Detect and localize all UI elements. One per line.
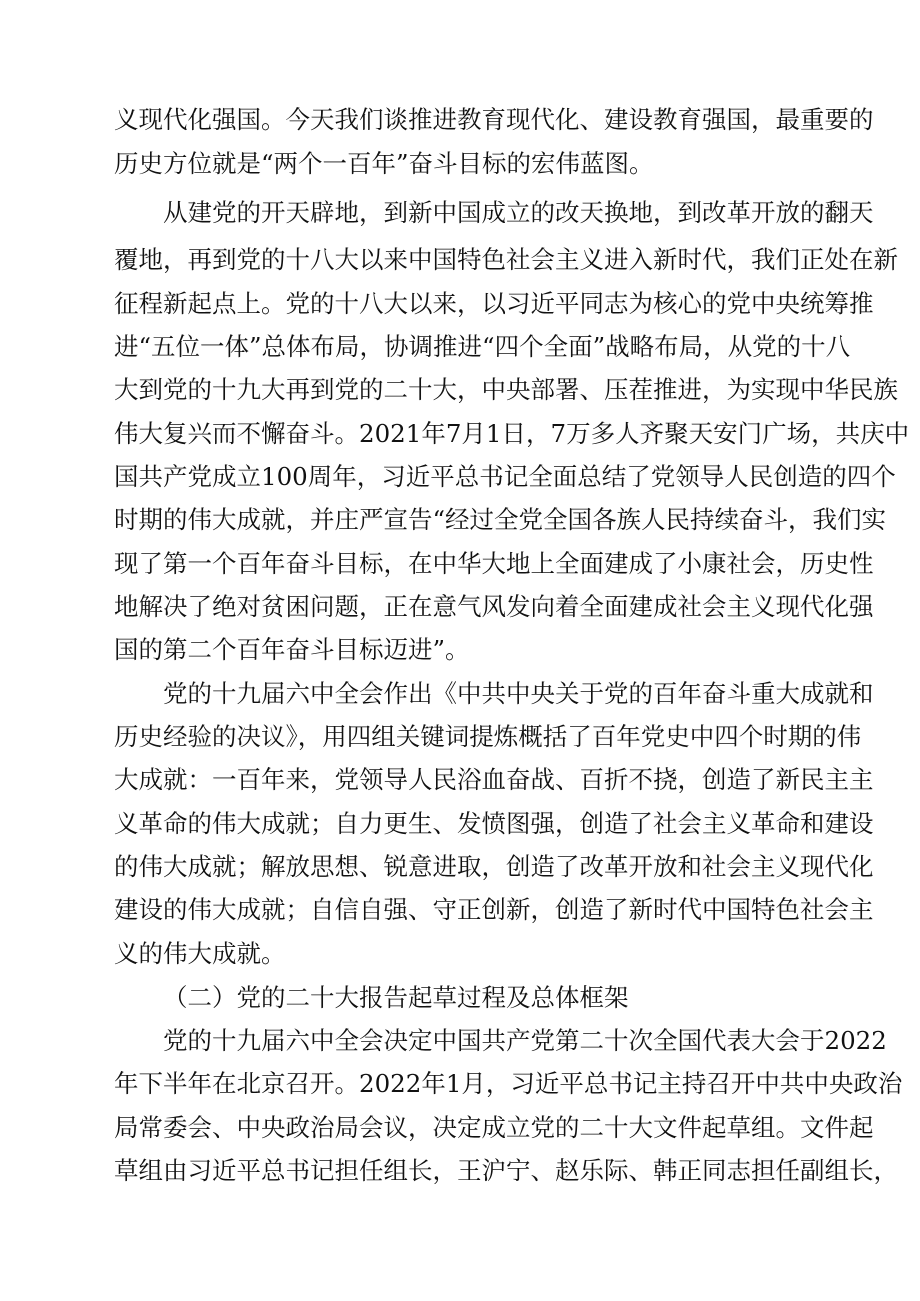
text-line: 历史方位就是“两个一百年”奋斗目标的宏伟蓝图。 [114, 149, 654, 178]
text-line: 年下半年在北京召开。2022年1月，习近平总书记主持召开中共中央政治 [114, 1069, 903, 1098]
text-line: 伟大复兴而不懈奋斗。2021年7月1日，7万多人齐聚天安门广场，共庆中 [114, 419, 910, 448]
text-line: 地解决了绝对贫困问题，正在意气风发向着全面建成社会主义现代化强 [114, 592, 874, 621]
text-line: 进“五位一体”总体布局，协调推进“四个全面”战略布局，从党的十八 [114, 332, 851, 361]
text-line: 草组由习近平总书记担任组长，王沪宁、赵乐际、韩正同志担任副组长， [114, 1156, 898, 1185]
text-line: 大成就：一百年来，党领导人民浴血奋战、百折不挠，创造了新民主主 [114, 765, 874, 794]
text-line: 现了第一个百年奋斗目标，在中华大地上全面建成了小康社会，历史性 [114, 549, 874, 578]
text-line: 局常委会、中央政治局会议，决定成立党的二十大文件起草组。文件起 [114, 1113, 874, 1142]
text-line: 时期的伟大成就，并庄严宣告“经过全党全国各族人民持续奋斗，我们实 [114, 505, 887, 534]
text-line: 义革命的伟大成就；自力更生、发愤图强，创造了社会主义革命和建设 [114, 809, 874, 838]
text-line: 国共产党成立100周年，习近平总书记全面总结了党领导人民创造的四个 [114, 462, 896, 491]
text-line: 国的第二个百年奋斗目标迈进”。 [114, 635, 470, 664]
paragraph-first-line: 党的十九届六中全会作出《中共中央关于党的百年奋斗重大成就和 [163, 679, 874, 708]
paragraph-first-line: 从建党的开天辟地，到新中国成立的改天换地，到改革开放的翻天 [163, 198, 874, 227]
text-line: 大到党的十九大再到党的二十大，中央部署、压茬推进，为实现中华民族 [114, 375, 898, 404]
text-line: 征程新起点上。党的十八大以来，以习近平同志为核心的党中央统筹推 [114, 289, 874, 318]
paragraph-first-line: 党的十九届六中全会决定中国共产党第二十次全国代表大会于2022 [163, 1026, 887, 1055]
text-line: 建设的伟大成就；自信自强、守正创新，创造了新时代中国特色社会主 [114, 895, 874, 924]
text-line: 覆地，再到党的十八大以来中国特色社会主义进入新时代，我们正处在新 [114, 245, 898, 274]
text-line: 义现代化强国。今天我们谈推进教育现代化、建设教育强国，最重要的 [114, 105, 874, 134]
text-line: 义的伟大成就。 [114, 939, 286, 968]
section-heading: （二）党的二十大报告起草过程及总体框架 [163, 983, 629, 1012]
text-line: 历史经验的决议》，用四组关键词提炼概括了百年党史中四个时期的伟 [114, 722, 862, 751]
text-line: 的伟大成就；解放思想、锐意进取，创造了改革开放和社会主义现代化 [114, 852, 874, 881]
